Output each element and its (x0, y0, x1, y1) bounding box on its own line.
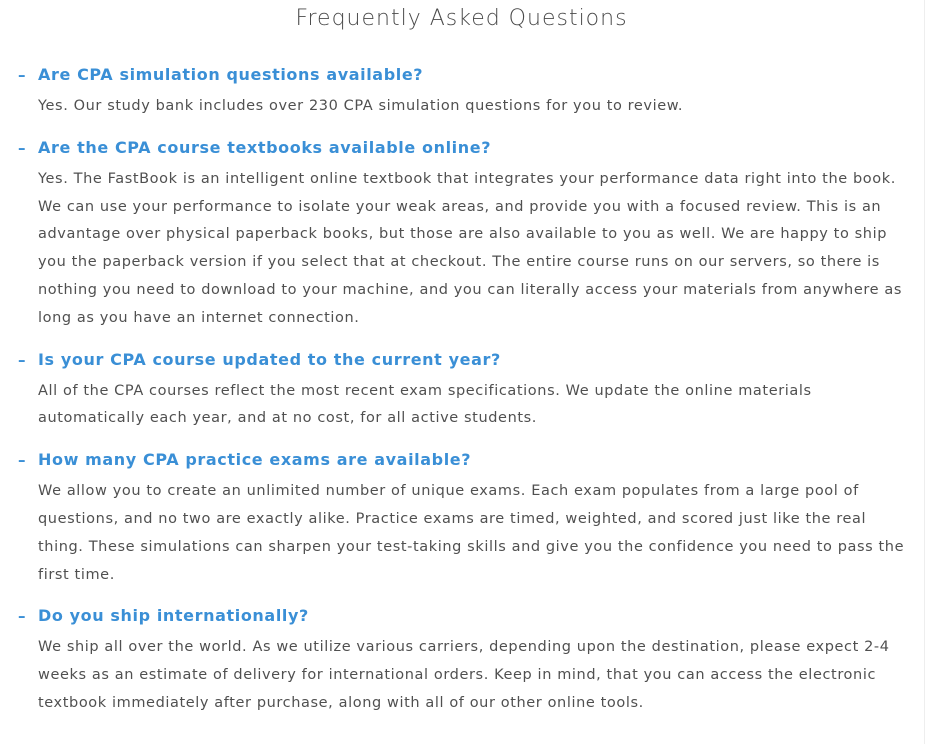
faq-question-text[interactable]: Are the CPA course textbooks available online? (38, 137, 492, 157)
collapse-minus-icon[interactable]: – (18, 138, 26, 157)
faq-question-toggle[interactable] (18, 62, 905, 88)
faq-item-ship-internationally (18, 603, 905, 717)
faq-item-textbooks-online (18, 135, 905, 333)
page-title: Frequently Asked Questions (295, 6, 628, 31)
faq-question-text[interactable]: How many CPA practice exams are available? (38, 450, 472, 470)
faq-question-toggle[interactable] (18, 447, 905, 473)
faq-item-simulation-questions (18, 62, 905, 121)
collapse-minus-icon[interactable]: – (18, 66, 26, 84)
collapse-minus-icon[interactable]: – (18, 350, 26, 369)
faq-answer-text: All of the CPA courses reflect the most recent exam specifications. We update the online materials automatically each year, and at no cost, for all active students. (38, 382, 812, 427)
collapse-minus-icon[interactable]: – (18, 451, 26, 470)
faq-item-practice-exams (18, 447, 905, 589)
faq-question-text[interactable]: Do you ship internationally? (38, 606, 309, 626)
faq-answer-text: We ship all over the world. As we utilize various carriers, depending upon the destination, please expect 2-4 weeks as an estimate of delivery for international orders. Keep in mind, that you can access the electronic textbook immediately after purchase, along with all of our other online tools. (38, 639, 890, 711)
faq-answer-text: We allow you to create an unlimited number of unique exams. Each exam populates from a large pool of questions, and no two are exactly alike. Practice exams are timed, weighted, and scored just like the real thing. These simulations can sharpen your test-taking skills and give you the confidence you need to pass the first time. (38, 483, 905, 583)
faq-item-course-updated (18, 347, 905, 434)
faq-answer-text: Yes. Our study bank includes over 230 CPA simulation questions for you to review. (38, 98, 684, 114)
faq-answer-text: Yes. The FastBook is an intelligent online textbook that integrates your performance data right into the book. We can use your performance to isolate your weak areas, and provide you with a focused review. This is an advantage over physical paperback books, but those are also available to you as well. We are happy to ship you the paperback version if you select that at checkout. The entire course runs on our servers, so there is nothing you need to download to your machine, and you can literally access your materials from anywhere as long as you have an internet connection. (38, 170, 902, 326)
faq-question-toggle[interactable] (18, 135, 905, 161)
faq-question-text[interactable]: Is your CPA course updated to the current year? (38, 349, 501, 369)
faq-list (18, 62, 905, 718)
collapse-minus-icon[interactable]: – (18, 607, 26, 626)
faq-question-toggle[interactable] (18, 347, 905, 373)
faq-question-text[interactable]: Are CPA simulation questions available? (38, 65, 424, 84)
faq-question-toggle[interactable] (18, 603, 905, 629)
